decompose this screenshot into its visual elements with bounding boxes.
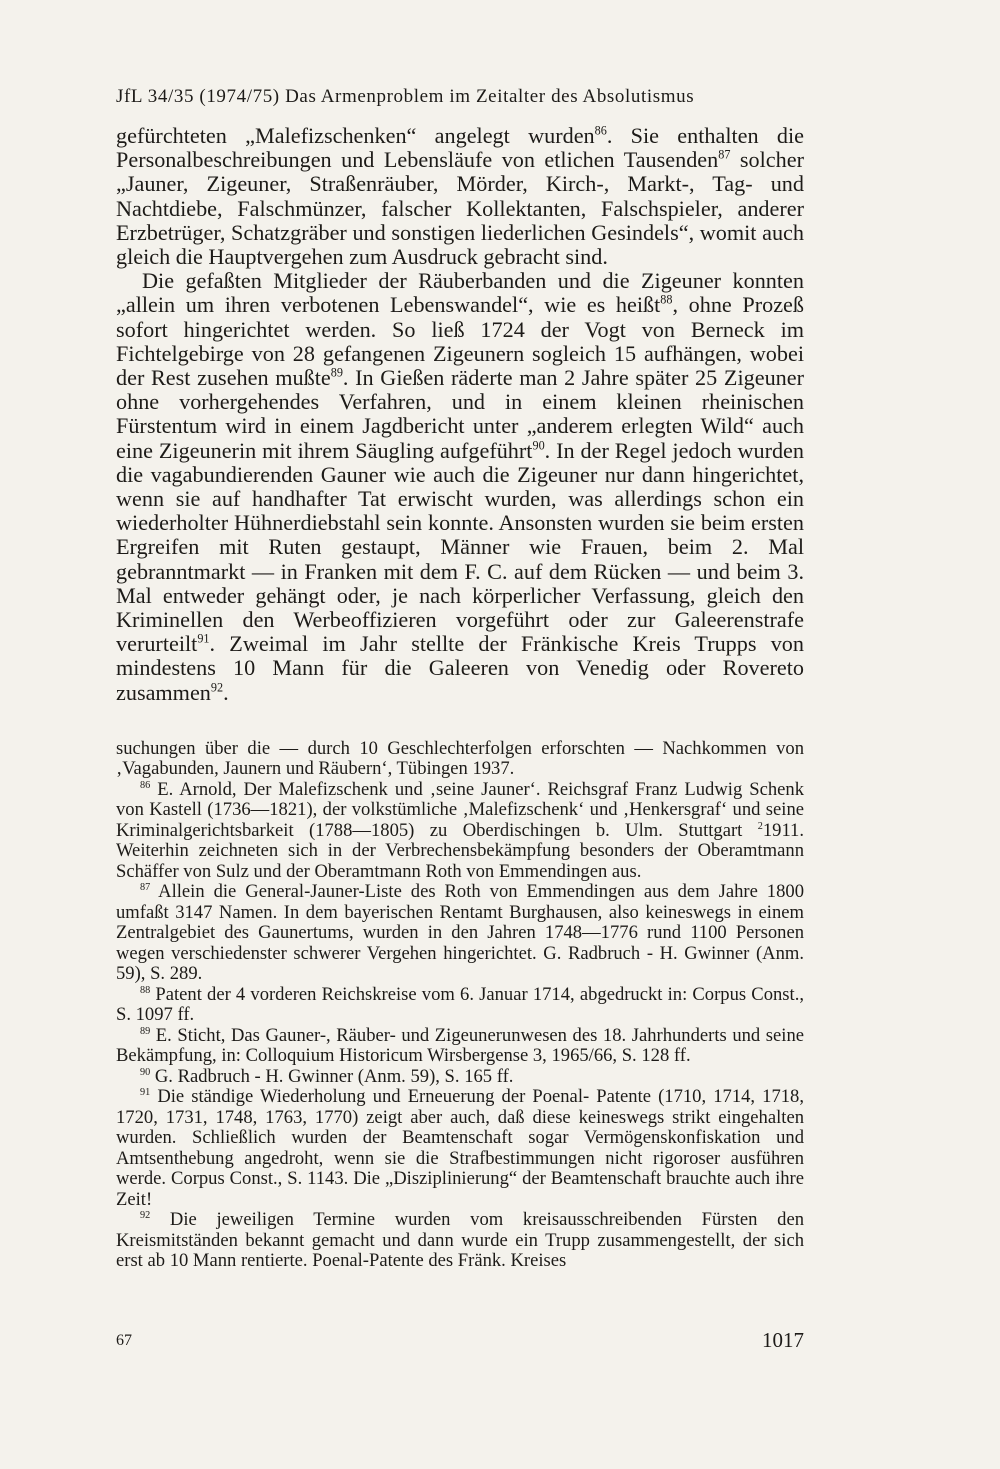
footnote-ref-91: 91: [197, 631, 210, 646]
footnote-ref-92: 92: [210, 680, 224, 695]
page-number: 1017: [762, 1328, 804, 1352]
paragraph-2: Die gefaßten Mitglieder der Räuberbanden und die Zigeuner konnten „allein um ihren verbotenen Lebenswandel“, wie es heißt$^{88}$, ohne Prozeß sofort hingerichtet werden. So ließ 1724 der Vogt von Berneck im Fichtelgebirge von 28 gefangenen Zigeunern sogleich 15 aufhängen, wobei der Rest zusehen mußte$^{89}$. In Gießen räderte man 2 Jahre später 25 Zigeuner ohne vorhergehendes Verfahren, und in einem kleinen rheinischen Fürstentum wird in einem Jagdbericht unter „anderem erlegten Wild“ auch eine Zigeunerin mit ihrem Säugling aufgeführt$^{90}$. In der Regel jedoch wurden die vagabundierenden Gauner wie auch die Zigeuner nur dann hingerichtet, wenn sie auf handhafter Tat erwischt wurden, was allerdings schon ein wiederholter Hühnerdiebstahl sein konnte. Ansonsten wurden sie beim ersten Ergreifen mit Ruten gestaupt, Männer wie Frauen, beim 2. Mal gebranntmarkt — in Franken mit dem F. C. auf dem Rücken — und beim 3. Mal entweder gehängt oder, je nach körperlicher Verfassung, gleich den Kriminellen den Werbeoffizieren vorgeführt oder zur Galeerenstrafe verurteilt$^{91}$. Zweimal im Jahr stellte der Fränkische Kreis Trupps von mindestens 10 Mann für die Galeeren von Venedig oder Rovereto zusammen$^{92}$.: [116, 268, 804, 705]
footnote-ref-88: 88: [660, 292, 673, 307]
footnote-92: $^{92}$ Die jeweiligen Termine wurden vom kreisausschreibenden Fürsten den Kreismitständen bekannt gemacht und dann wurde ein Trupp zusammengestellt, der sich erst ab 10 Mann rentierte. Poenal-Patente des Fränk. Kreises: [116, 1209, 804, 1272]
footnote-ref-90: 90: [532, 438, 545, 453]
running-head: JfL 34/35 (1974/75) Das Armenproblem im Zeitalter des Absolutismus: [116, 86, 695, 107]
footnote-87: $^{87}$ Allein die General-Jauner-Liste des Roth von Emmendingen aus dem Jahre 1800 umfaßt 3147 Namen. In dem bayerischen Rentamt Burghausen, also keineswegs in einem Zentralgebiet des Gaunertums, wurden in den Jahren 1748—1776 rund 1100 Personen wegen verschiedenster schwerer Vergehen hingerichtet. G. Radbruch - H. Gwinner (Anm. 59), S. 289.: [116, 881, 804, 985]
footnote-continued: suchungen über die — durch 10 Geschlechterfolgen erforschten — Nachkommen von ‚Vagabunden, Jaunern und Räubern‘, Tübingen 1937.: [116, 737, 804, 780]
footnote-ref-86: 86: [594, 123, 607, 138]
page: [116, 84, 804, 1272]
footnote-90: $^{90}$ G. Radbruch - H. Gwinner (Anm. 59), S. 165 ff.: [140, 1065, 514, 1087]
body-text: [116, 124, 804, 705]
footnote-89: $^{89}$ E. Sticht, Das Gauner-, Räuber- und Zigeunerunwesen des 18. Jahrhunderts und seine Bekämpfung, in: Colloquium Historicum Wirsbergense 3, 1965/66, S. 128 ff.: [116, 1024, 804, 1067]
footnote-ref-87: 87: [718, 147, 731, 162]
signature-mark: 67: [116, 1332, 132, 1349]
footnotes: [116, 739, 804, 1272]
footnote-ref-89: 89: [330, 365, 343, 380]
page-footer: [116, 1328, 804, 1358]
footnote-88: $^{88}$ Patent der 4 vorderen Reichskreise vom 6. Januar 1714, abgedruckt in: Corpus Const., S. 1097 ff.: [116, 983, 804, 1026]
footnote-86: $^{86}$ E. Arnold, Der Malefizschenk und ‚seine Jauner‘. Reichsgraf Franz Ludwig Schenk von Kastell (1736—1821), der volkstümliche ‚Malefizschenk‘ und ‚Henkersgraf‘ und seine Kriminalgerichtsbarkeit (1788—1805) zu Oberdischingen b. Ulm. Stuttgart $^2$1911. Weiterhin zeichneten sich in der Verbrechensbekämpfung besonders der Oberamtmann Schäffer von Sulz und der Oberamtmann Roth von Emmendingen aus.: [116, 778, 804, 882]
footnote-91: $^{91}$ Die ständige Wiederholung und Erneuerung der Poenal- Patente (1710, 1714, 1718, 1720, 1731, 1748, 1763, 1770) zeigt aber auch, daß diese keineswegs strikt eingehalten wurden. Schließlich wurden der Beamtenschaft sogar Vermögenskonfiskation und Amtsenthebung angedroht, wenn sie die Strafbestimmungen nicht rigoroser ausführen werde. Corpus Const., S. 1143. Die „Disziplinierung“ der Beamtenschaft brauchte auch ihre Zeit!: [116, 1086, 804, 1210]
paragraph-1: gefürchteten „Malefizschenken“ angelegt wurden$^{86}$. Sie enthalten die Personalbeschreibungen und Lebensläufe von etlichen Tausenden$^{87}$ solcher „Jauner, Zigeuner, Straßenräuber, Mörder, Kirch-, Markt-, Tag- und Nachtdiebe, Falschmünzer, falscher Kollektanten, Falschspieler, anderer Erzbetrüger, Schatzgräber und sonstigen liederlichen Gesindels“, womit auch gleich die Hauptvergehen zum Ausdruck gebracht sind.: [116, 123, 804, 270]
